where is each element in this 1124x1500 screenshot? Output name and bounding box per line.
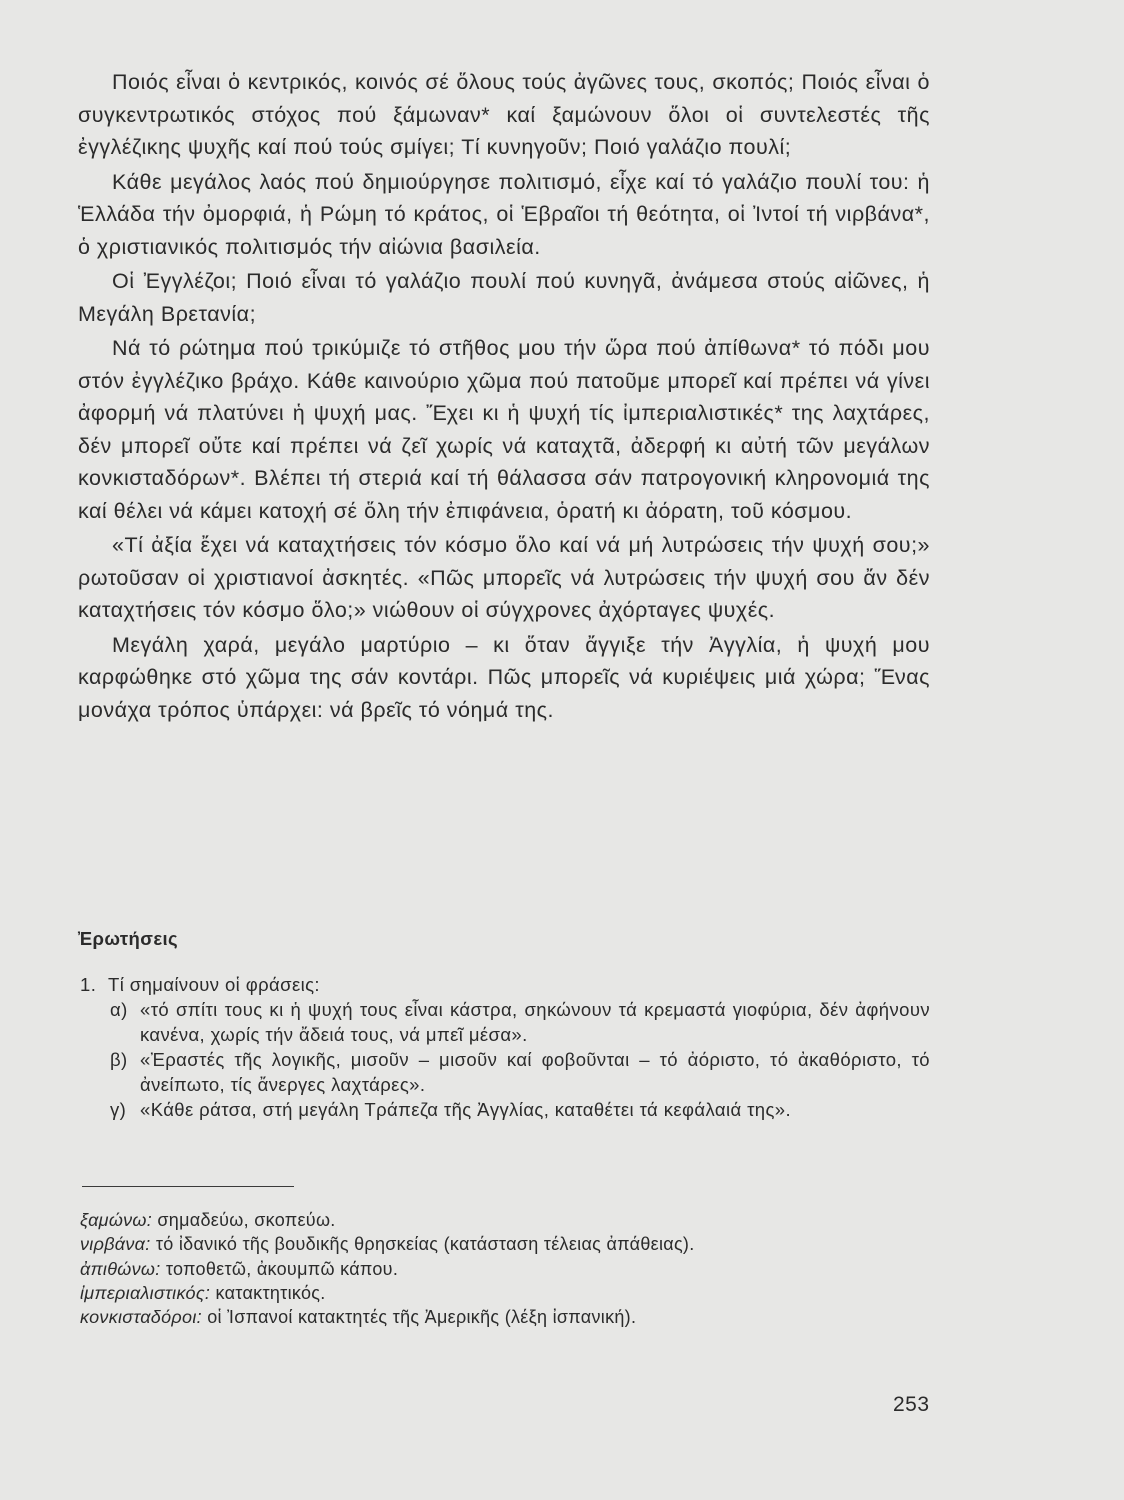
glossary-entry	[80, 1305, 940, 1329]
glossary-entry	[80, 1257, 940, 1281]
paragraph: Νά τό ρώτημα πού τρικύμιζε τό στῆθος μου τήν ὥρα πού ἀπίθωνα* τό πόδι μου στόν ἐγγλέζικο βράχο. Κάθε καινούριο χῶμα πού πατοῦμε μπορεῖ καί πρέπει νά γίνει ἀφορμή νά πλατύνει ἡ ψυχή μας. Ἔχει κι ἡ ψυχή τίς ἰμπεριαλιστικές* της λαχτάρες, δέν μπορεῖ οὔτε καί πρέπει νά ζεῖ χωρίς νά καταχτᾶ, ἀδερφή κι αὐτή τῶν μεγάλων κονκισταδόρων*. Βλέπει τή στεριά καί τή θάλασσα σάν πατρογονική κληρονομιά της καί θέλει νά κάμει κατοχή σέ ὅλη τήν ἐπιφάνεια, ὁρατή κι ἀόρατη, τοῦ κόσμου.	[78, 336, 930, 523]
glossary-definition: σημαδεύω, σκοπεύω.	[157, 1210, 336, 1230]
question-letter: β)	[110, 1049, 128, 1070]
questions-list	[78, 972, 930, 1122]
question-item	[110, 1097, 930, 1122]
footnote-divider	[82, 1186, 294, 1187]
questions-heading: Ἐρωτήσεις	[78, 928, 179, 949]
page-number: 253	[893, 1393, 930, 1416]
question-item	[110, 1047, 930, 1097]
question-text: «Κάθε ράτσα, στή μεγάλη Τράπεζα τῆς Ἀγγλίας, καταθέτει τά κεφάλαιά της».	[140, 1099, 792, 1120]
glossary-entry	[80, 1281, 940, 1305]
glossary-definition: κατακτητικός.	[215, 1282, 326, 1303]
glossary-term: ξαμώνω:	[80, 1210, 153, 1230]
glossary-definition: τοποθετῶ, ἀκουμπῶ κάπου.	[165, 1258, 399, 1279]
question-letter: γ)	[110, 1099, 127, 1120]
main-text	[78, 66, 930, 728]
question-intro	[78, 972, 930, 997]
glossary	[80, 1208, 940, 1329]
question-item	[110, 997, 930, 1047]
glossary-entry	[80, 1232, 940, 1256]
paragraph: Κάθε μεγάλος λαός πού δημιούργησε πολιτισμό, εἶχε καί τό γαλάζιο πουλί του: ἡ Ἑλλάδα τήν ὀμορφιά, ἡ Ρώμη τό κράτος, οἱ Ἑβραῖοι τή θεότητα, οἱ Ἰντοί τή νιρβάνα*, ὁ χριστιανικός πολιτισμός τήν αἰώνια βασιλεία.	[78, 169, 930, 259]
glossary-term: κονκισταδόροι:	[80, 1307, 202, 1328]
question-text: «Ἐραστές τῆς λογικῆς, μισοῦν – μισοῦν καί φοβοῦνται – τό ἀόριστο, τό ἀκαθόριστο, τό ἀνείπωτο, τίς ἄνεργες λαχτάρες».	[140, 1049, 930, 1095]
paragraph: «Τί ἀξία ἔχει νά καταχτήσεις τόν κόσμο ὅλο καί νά μή λυτρώσεις τήν ψυχή σου;» ρωτοῦσαν οἱ χριστιανοί ἀσκητές. «Πῶς μπορεῖς νά λυτρώσεις τήν ψυχή σου ἄν δέν καταχτήσεις τόν κόσμο ὅλο;» νιώθουν οἱ σύγχρονες ἀχόρταγες ψυχές.	[78, 533, 930, 622]
question-number: 1.	[80, 974, 97, 995]
glossary-term: ἀπιθώνω:	[80, 1258, 161, 1279]
paragraph: Οἱ Ἐγγλέζοι; Ποιό εἶναι τό γαλάζιο πουλί πού κυνηγᾶ, ἀνάμεσα στούς αἰῶνες, ἡ Μεγάλη Βρετανία;	[78, 269, 930, 326]
glossary-entry	[80, 1208, 940, 1232]
question-text: «τό σπίτι τους κι ἡ ψυχή τους εἶναι κάστρα, σηκώνουν τά κρεμαστά γιοφύρια, δέν ἀφήνουν κανένα, χωρίς τήν ἄδειά τους, νά μπεῖ μέσα».	[140, 999, 930, 1045]
glossary-definition: οἱ Ἰσπανοί κατακτητές τῆς Ἀμερικῆς (λέξη ἰσπανική).	[207, 1307, 637, 1328]
glossary-definition: τό ἰδανικό τῆς βουδικῆς θρησκείας (κατάσταση τέλειας ἀπάθειας).	[155, 1234, 695, 1255]
paragraph: Μεγάλη χαρά, μεγάλο μαρτύριο – κι ὅταν ἄγγιξε τήν Ἀγγλία, ἡ ψυχή μου καρφώθηκε στό χῶμα της σάν κοντάρι. Πῶς μπορεῖς νά κυριέψεις μιά χώρα; Ἕνας μονάχα τρόπος ὑπάρχει: νά βρεῖς τό νόημά της.	[78, 632, 930, 722]
paragraph: Ποιός εἶναι ὁ κεντρικός, κοινός σέ ὅλους τούς ἀγῶνες τους, σκοπός; Ποιός εἶναι ὁ συγκεντρωτικός στόχος πού ξάμωναν* καί ξαμώνουν ὅλοι οἱ συντελεστές τῆς ἐγγλέζικης ψυχῆς καί πού τούς σμίγει; Τί κυνηγοῦν; Ποιό γαλάζιο πουλί;	[78, 70, 930, 159]
question-intro-text: Τί σημαίνουν οἱ φράσεις:	[108, 974, 320, 995]
question-letter: α)	[110, 999, 128, 1020]
glossary-term: νιρβάνα:	[80, 1234, 151, 1255]
glossary-term: ἰμπεριαλιστικός:	[80, 1282, 211, 1303]
